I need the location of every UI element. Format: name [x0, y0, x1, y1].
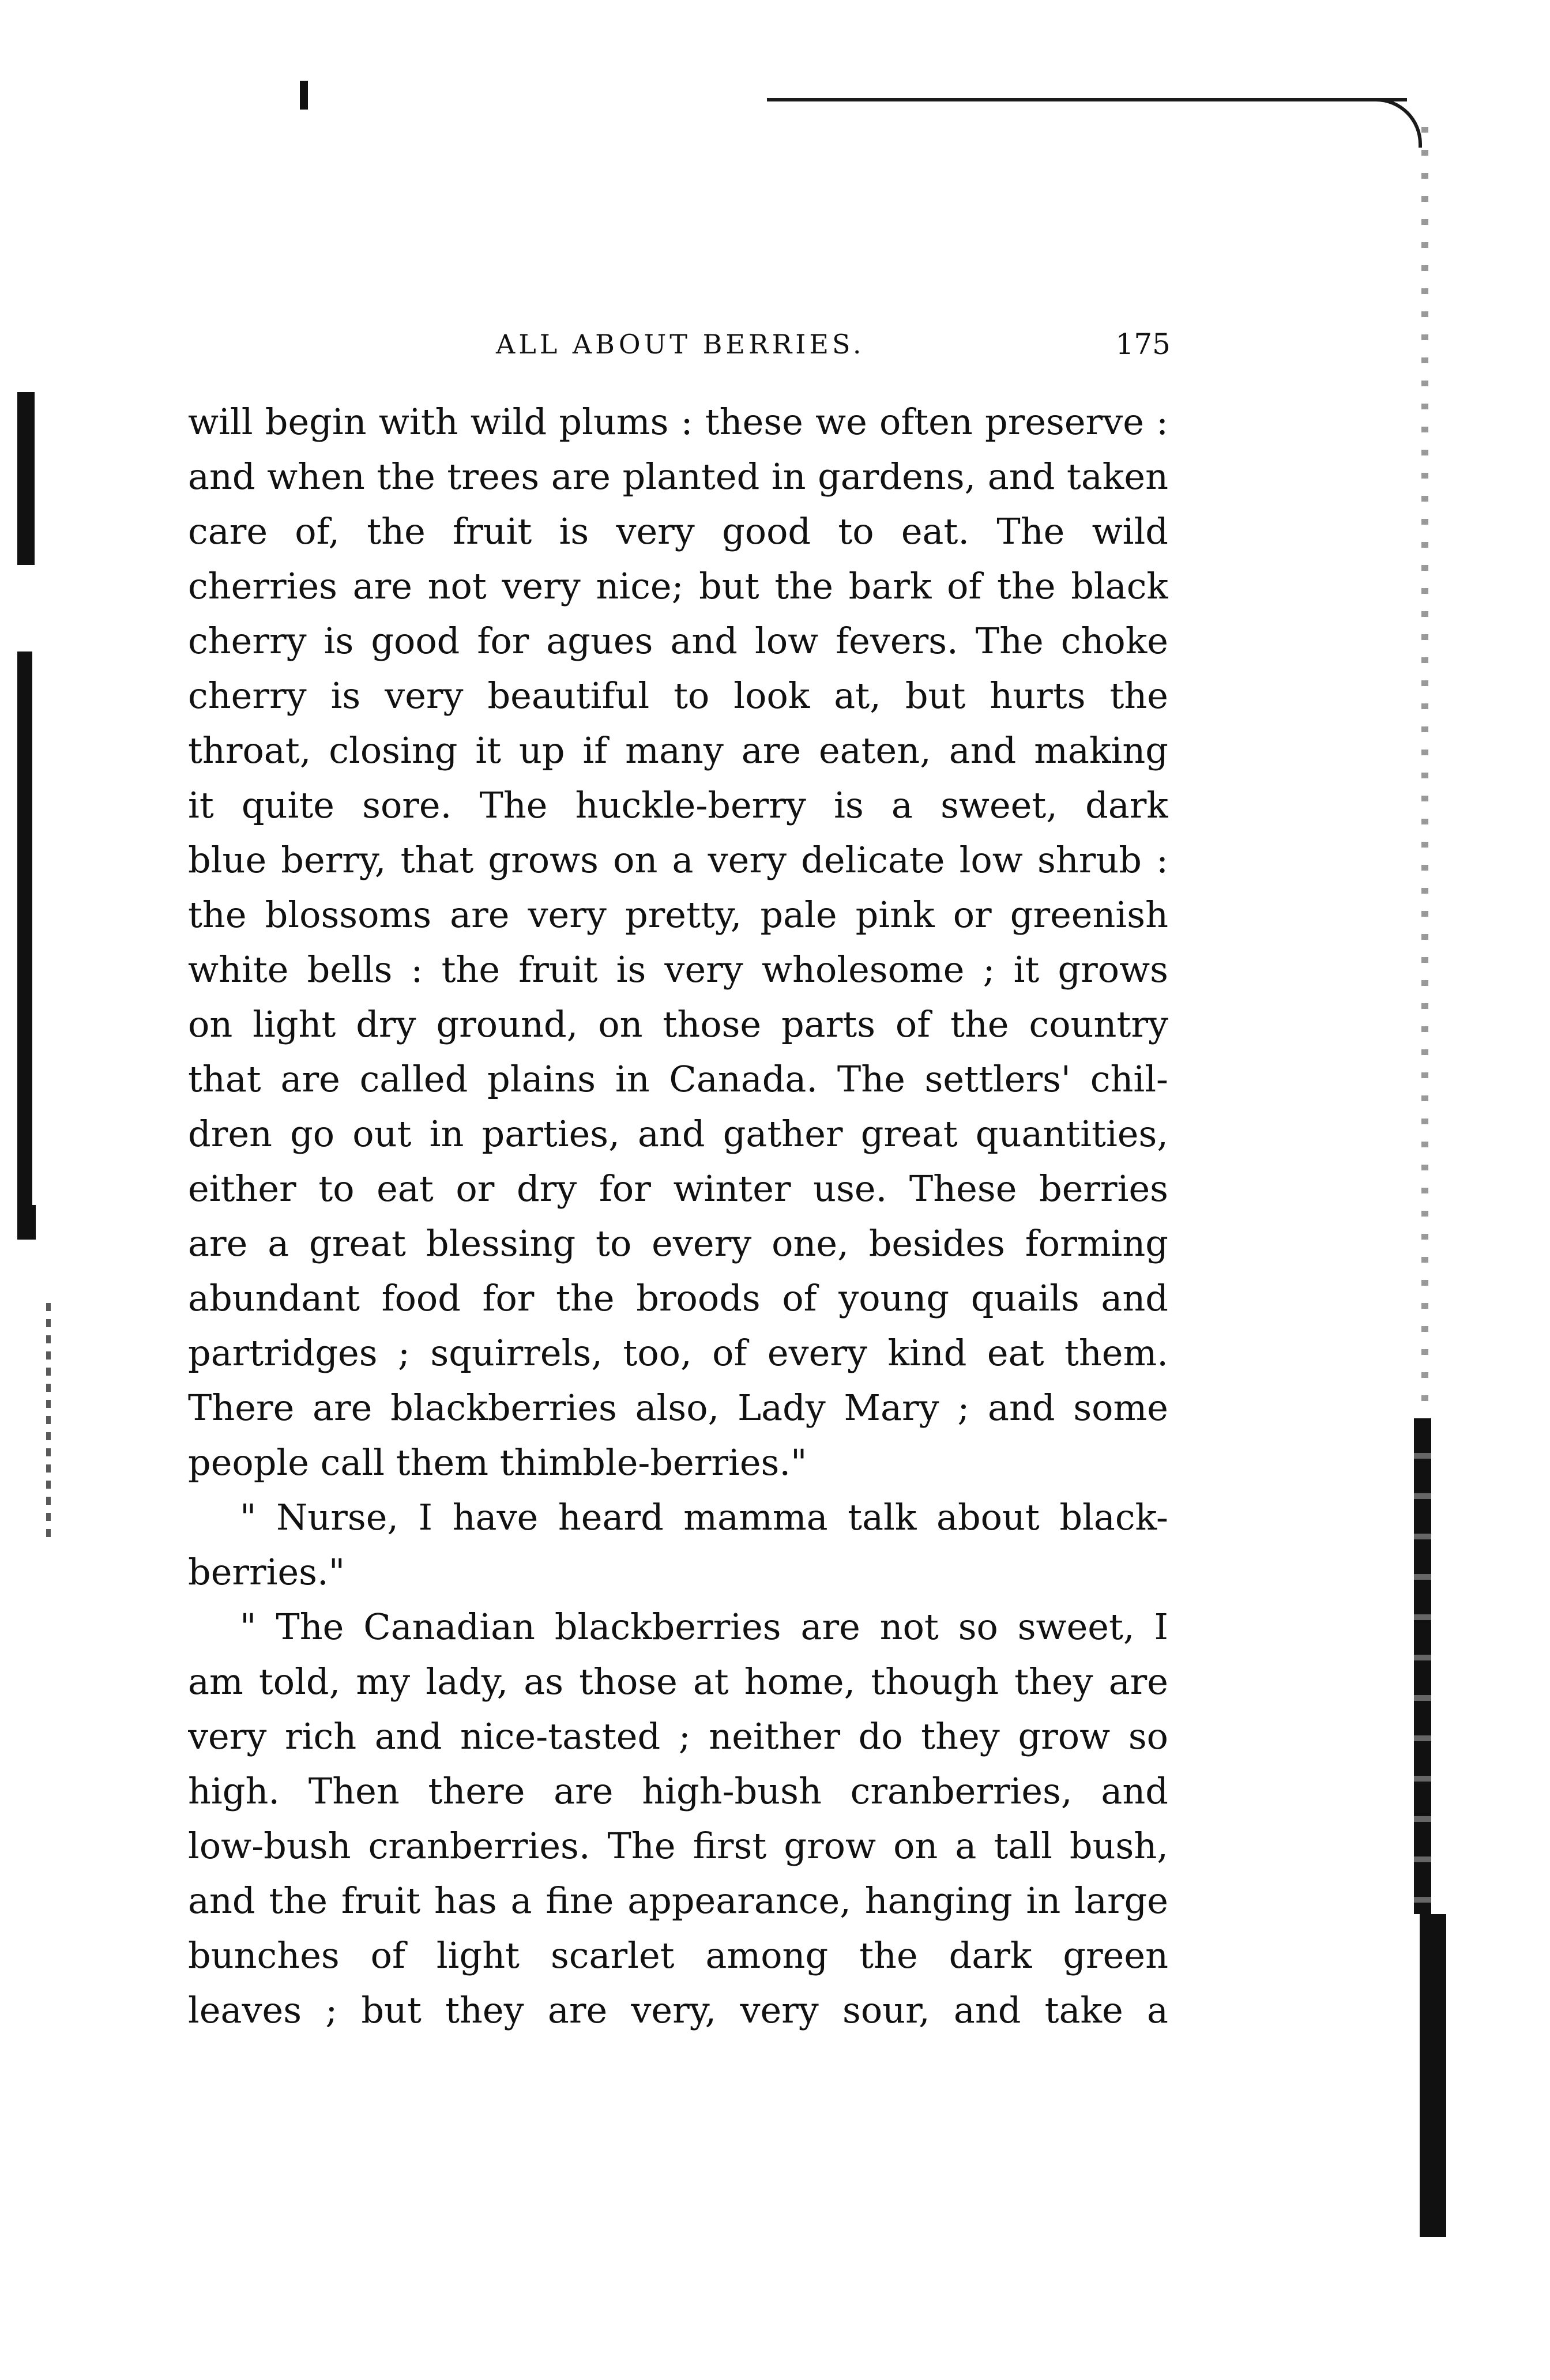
text-line: am told, my lady, as those at home, though they are — [188, 1660, 1168, 1703]
scan-edge-rule — [767, 98, 1407, 101]
text-line: bunches of light scarlet among the dark green — [188, 1934, 1168, 1976]
scan-edge-left — [17, 392, 35, 565]
text-line: high. Then there are high-bush cranberries, and — [188, 1770, 1168, 1812]
text-line: throat, closing it up if many are eaten, and making — [188, 729, 1168, 771]
text-line: it quite sore. The huckle-berry is a sweet, dark — [188, 784, 1168, 826]
text-line: and when the trees are planted in gardens, and taken — [188, 455, 1168, 498]
text-line: partridges ; squirrels, too, of every kind eat them. — [188, 1332, 1168, 1374]
running-title: ALL ABOUT BERRIES. — [496, 329, 865, 360]
scan-mark — [300, 81, 308, 110]
text-line: are a great blessing to every one, besides forming — [188, 1222, 1168, 1264]
text-line: abundant food for the broods of young quails and — [188, 1277, 1168, 1319]
text-line: the blossoms are very pretty, pale pink or greenish — [188, 894, 1168, 936]
text-line: cherry is very beautiful to look at, but hurts the — [188, 675, 1168, 717]
running-head — [190, 324, 1171, 364]
text-line: There are blackberries also, Lady Mary ; and some — [188, 1387, 1168, 1429]
text-line: care of, the fruit is very good to eat. The wild — [188, 510, 1168, 552]
scan-edge-curve — [1372, 98, 1422, 148]
text-line: " Nurse, I have heard mamma talk about black- — [240, 1496, 1168, 1538]
text-line: on light dry ground, on those parts of the country — [188, 1003, 1168, 1045]
text-line: dren go out in parties, and gather great quantities, — [188, 1113, 1168, 1155]
text-line: very rich and nice-tasted ; neither do they grow so — [188, 1715, 1168, 1757]
scan-edge-right — [1414, 1418, 1431, 1914]
text-line: that are called plains in Canada. The settlers' chil- — [188, 1058, 1168, 1100]
text-line: cherries are not very nice; but the bark of the black — [188, 565, 1168, 607]
text-line: blue berry, that grows on a very delicate low shrub : — [188, 839, 1168, 881]
body-text — [188, 394, 1168, 2038]
scan-speckle — [46, 1303, 51, 1545]
text-line: white bells : the fruit is very wholesome ; it grows — [188, 948, 1168, 991]
text-line: leaves ; but they are very, very sour, and take a — [188, 1989, 1168, 2031]
text-line: low-bush cranberries. The first grow on a tall bush, — [188, 1825, 1168, 1867]
text-line: and the fruit has a fine appearance, hanging in large — [188, 1880, 1168, 1922]
scan-edge-left — [17, 652, 32, 1228]
text-line: either to eat or dry for winter use. These berries — [188, 1168, 1168, 1210]
page-number: 175 — [1115, 327, 1171, 361]
scan-edge-right — [1420, 1914, 1446, 2237]
text-line: berries." — [188, 1551, 345, 1593]
text-line: people call them thimble-berries." — [188, 1441, 807, 1483]
text-line: will begin with wild plums : these we often preserve : — [188, 401, 1168, 443]
text-line: " The Canadian blackberries are not so sweet, I — [240, 1606, 1168, 1648]
scan-edge-left — [17, 1205, 36, 1240]
text-line: cherry is good for agues and low fevers. The choke — [188, 620, 1168, 662]
